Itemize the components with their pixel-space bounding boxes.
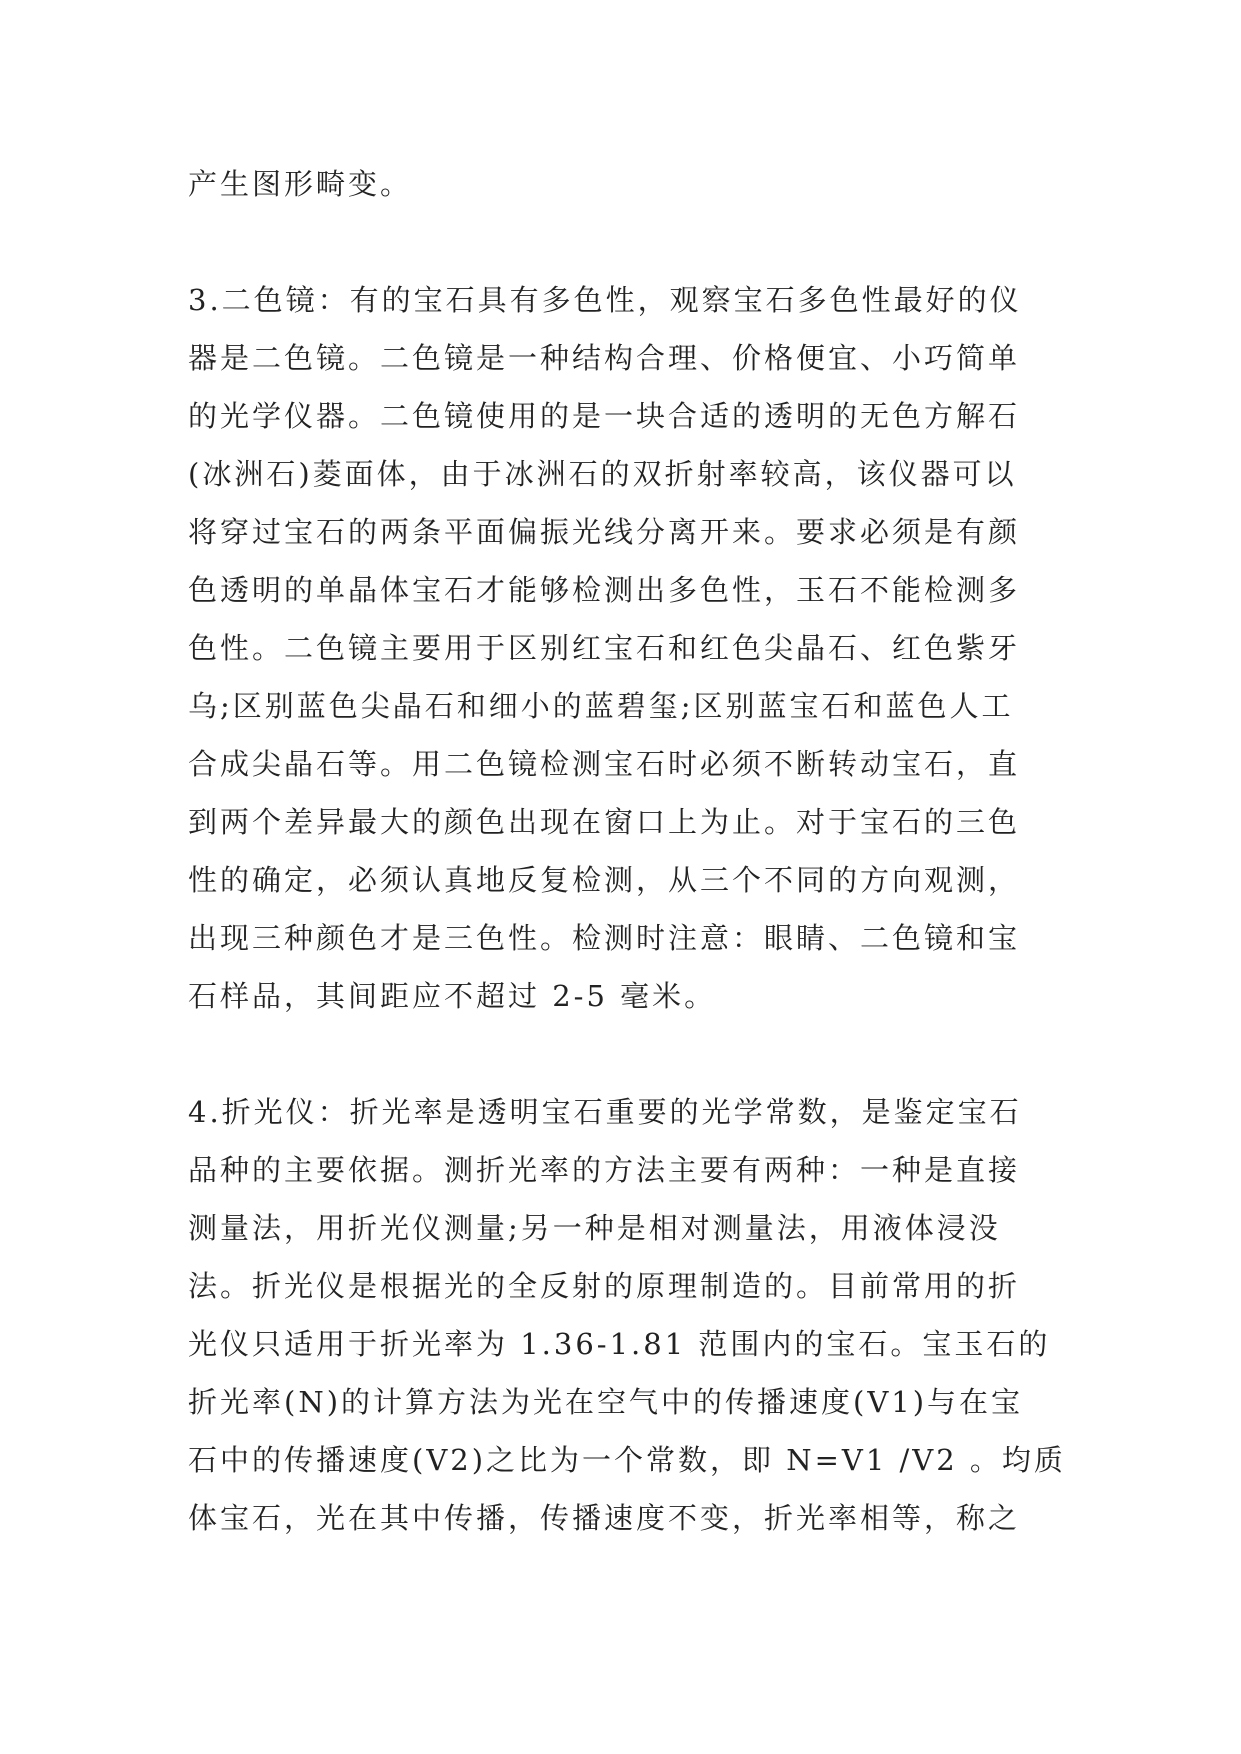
- text-line: 将穿过宝石的两条平面偏振光线分离开来。要求必须是有颜: [188, 515, 1021, 549]
- text-line: 光仪只适用于折光率为 1.36-1.81 范围内的宝石。宝玉石的: [188, 1327, 1051, 1361]
- text-line: 品种的主要依据。测折光率的方法主要有两种：一种是直接: [188, 1153, 1021, 1187]
- text-line: 法。折光仪是根据光的全反射的原理制造的。目前常用的折: [188, 1269, 1021, 1303]
- text-line: 4.折光仪：折光率是透明宝石重要的光学常数，是鉴定宝石: [188, 1095, 1022, 1129]
- text-line: 石样品，其间距应不超过 2-5 毫米。: [188, 979, 717, 1013]
- document-body: [188, 155, 1068, 1547]
- text-line: 出现三种颜色才是三色性。检测时注意：眼睛、二色镜和宝: [188, 921, 1021, 955]
- text-line: 到两个差异最大的颜色出现在窗口上为止。对于宝石的三色: [188, 805, 1021, 839]
- text-line: 乌;区别蓝色尖晶石和细小的蓝碧玺;区别蓝宝石和蓝色人工: [188, 689, 1014, 723]
- text-line: (冰洲石)菱面体，由于冰洲石的双折射率较高，该仪器可以: [188, 457, 1017, 491]
- text-line: 折光率(N)的计算方法为光在空气中的传播速度(V1)与在宝: [188, 1385, 1024, 1419]
- text-line: 产生图形畸变。: [188, 167, 413, 201]
- text-line: 色透明的单晶体宝石才能够检测出多色性，玉石不能检测多: [188, 573, 1021, 607]
- text-line: 的光学仪器。二色镜使用的是一块合适的透明的无色方解石: [188, 399, 1021, 433]
- text-line: 合成尖晶石等。用二色镜检测宝石时必须不断转动宝石，直: [188, 747, 1021, 781]
- text-line: 测量法，用折光仪测量;另一种是相对测量法，用液体浸没: [188, 1211, 1001, 1245]
- text-line: 3.二色镜：有的宝石具有多色性，观察宝石多色性最好的仪: [188, 283, 1022, 317]
- paragraph-gap: [188, 1025, 1068, 1083]
- paragraph-intro: [188, 155, 1068, 213]
- text-line: 石中的传播速度(V2)之比为一个常数，即 N=V1 /V2 。均质: [188, 1443, 1066, 1477]
- text-line: 色性。二色镜主要用于区别红宝石和红色尖晶石、红色紫牙: [188, 631, 1021, 665]
- paragraph-refractometer: [188, 1083, 1068, 1547]
- text-line: 体宝石，光在其中传播，传播速度不变，折光率相等，称之: [188, 1501, 1021, 1535]
- paragraph-dichroscope: [188, 271, 1068, 1025]
- text-line: 器是二色镜。二色镜是一种结构合理、价格便宜、小巧简单: [188, 341, 1021, 375]
- paragraph-gap: [188, 213, 1068, 271]
- text-line: 性的确定，必须认真地反复检测，从三个不同的方向观测，: [188, 863, 1021, 897]
